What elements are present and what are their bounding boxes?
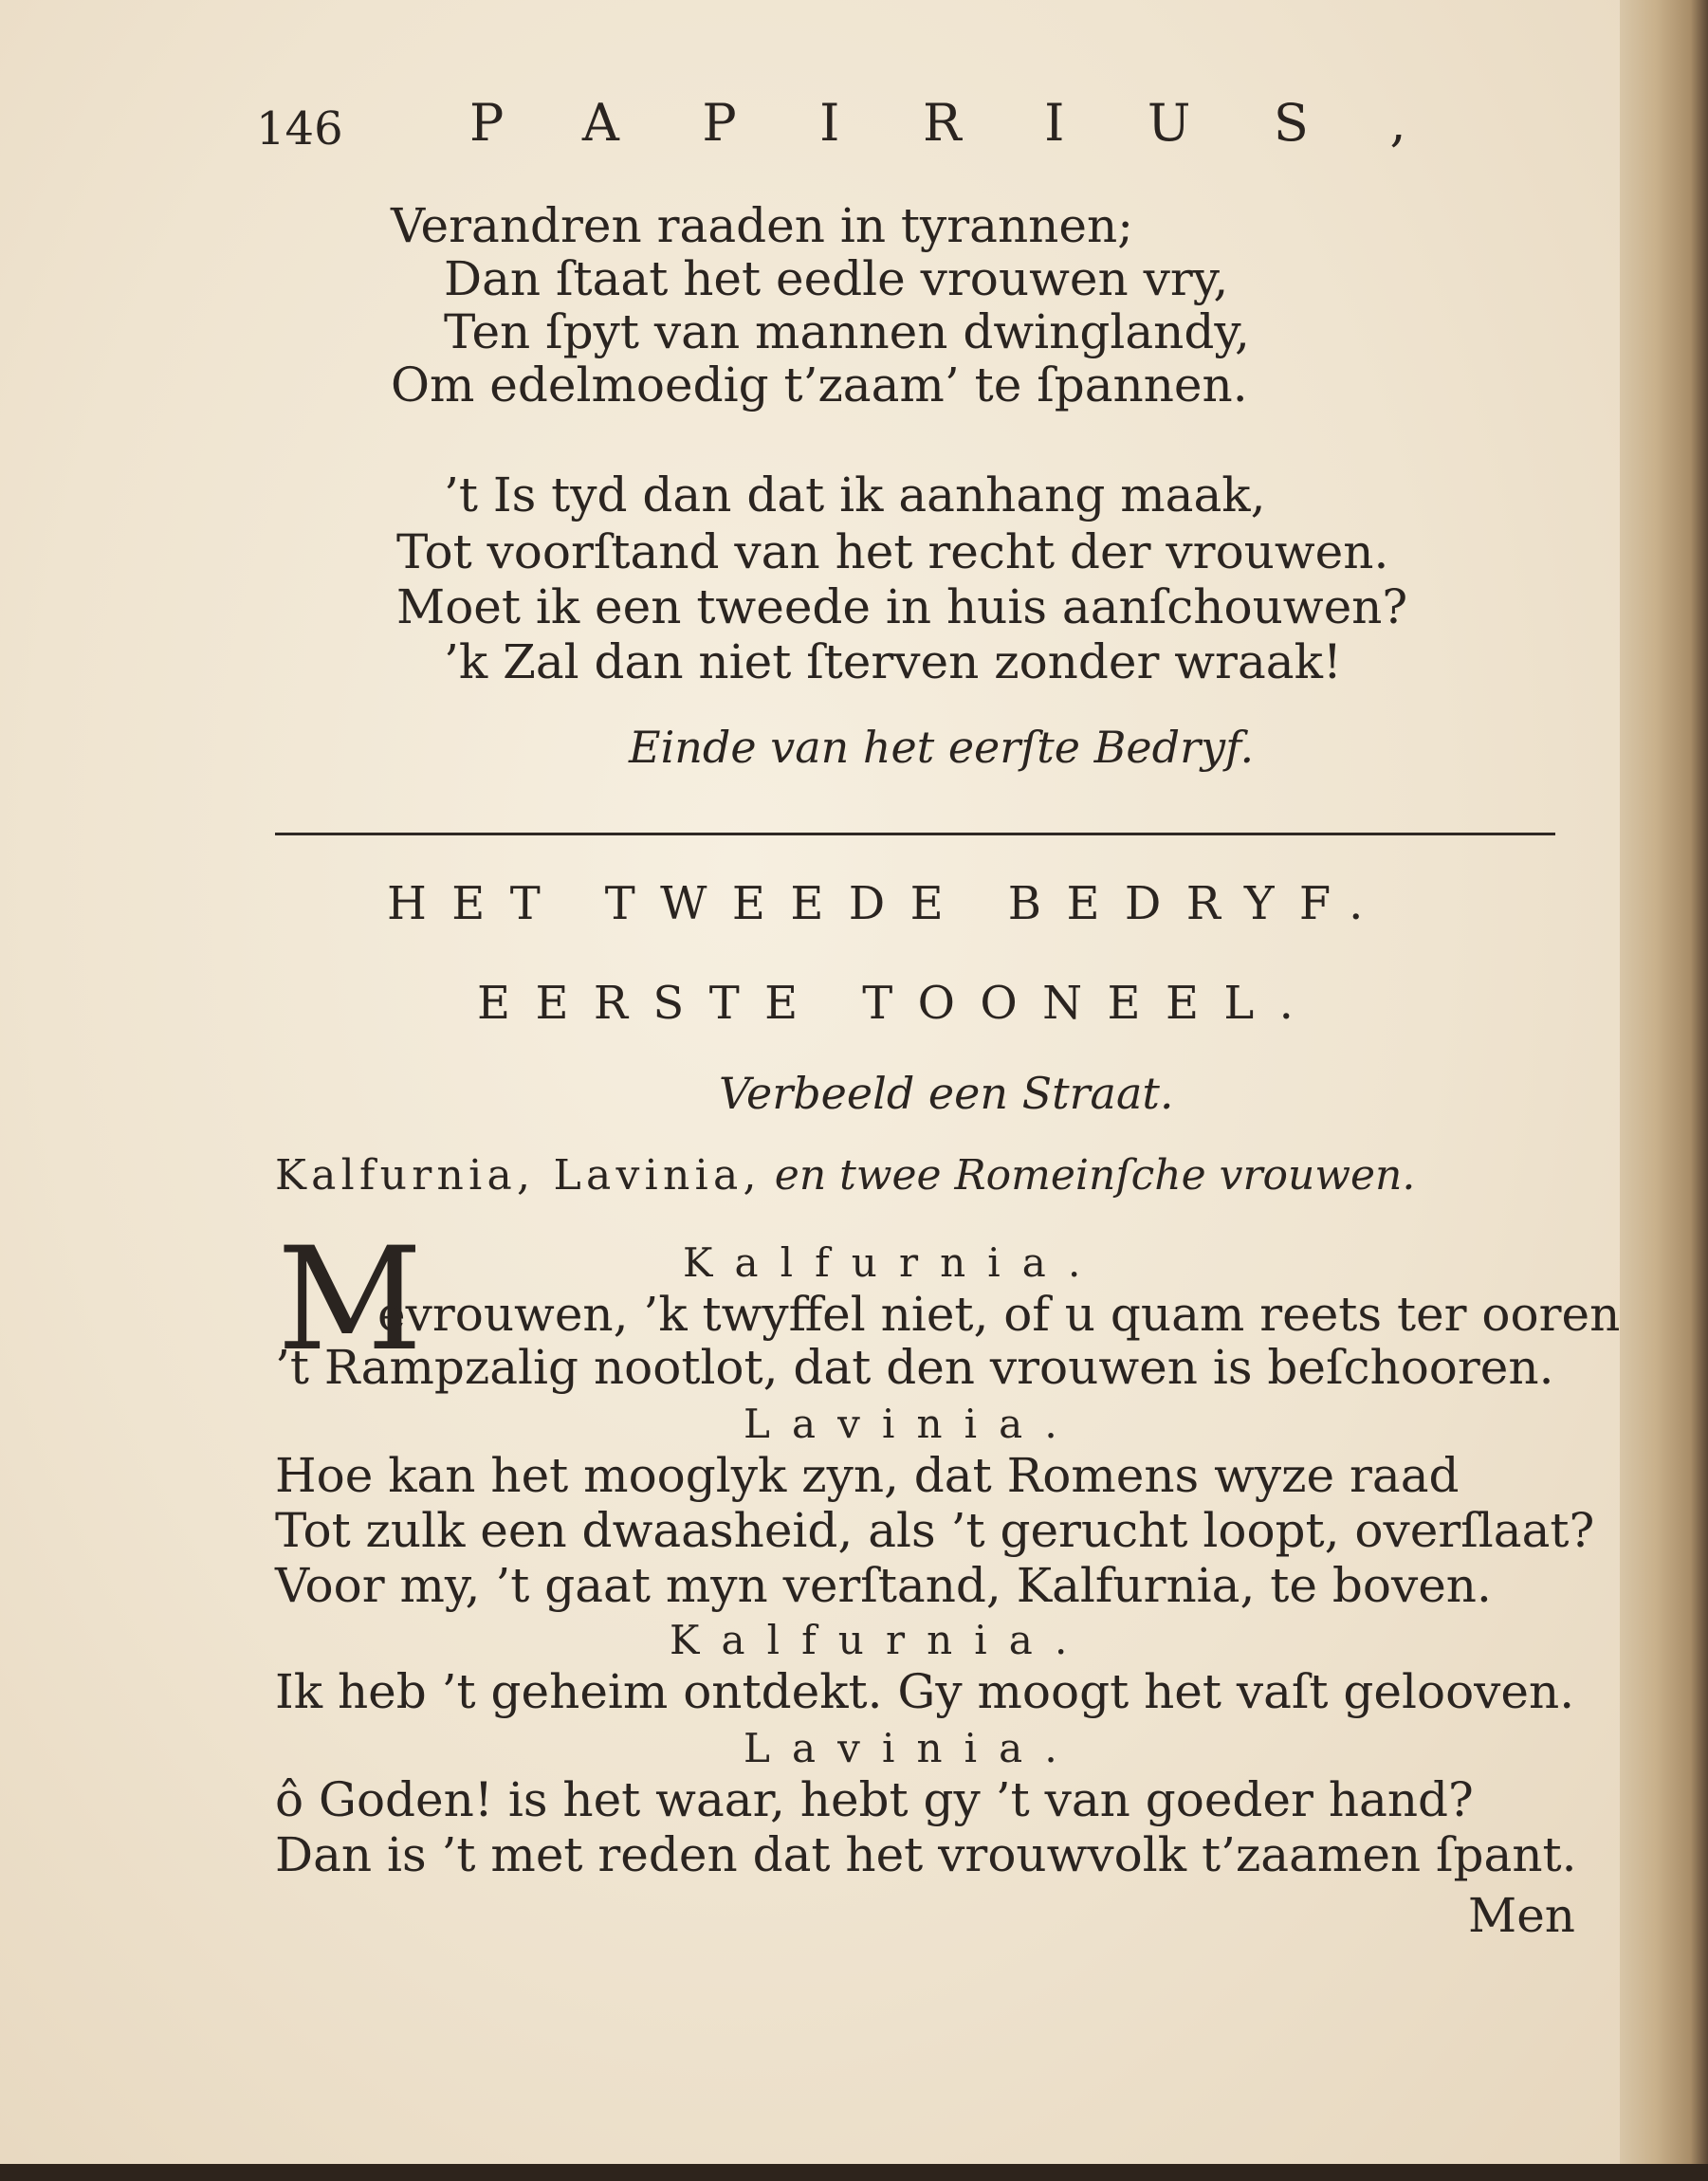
- speaker-name: Lavinia.: [744, 1401, 1079, 1447]
- dialogue-line: evrouwen, ’k twyffel niet, of u quam reets ter ooren: [377, 1287, 1621, 1342]
- dialogue-line: ô Goden! is het waar, hebt gy ’t van goeder hand?: [275, 1772, 1474, 1827]
- dialogue-line: Hoe kan het mooglyk zyn, dat Romens wyze raad: [275, 1448, 1460, 1503]
- scene-title: EERSTE TOONEEL.: [477, 977, 1319, 1030]
- verse-line: ’k Zal dan niet ſterven zonder wraak!: [444, 634, 1342, 689]
- page-gutter: [1620, 0, 1708, 2181]
- setting-direction: Verbeeld een Straat.: [719, 1068, 1174, 1119]
- catchword: Men: [1468, 1888, 1575, 1943]
- verse-line: Verandren raaden in tyrannen;: [391, 198, 1134, 253]
- act-title: HET TWEEDE BEDRYF.: [387, 877, 1388, 930]
- dialogue-line: Ik heb ’t geheim ontdekt. Gy moogt het vaſt gelooven.: [275, 1664, 1575, 1719]
- cast-rest: en twee Romeinſche vrouwen.: [774, 1151, 1416, 1200]
- verse-line: ’t Is tyd dan dat ik aanhang maak,: [444, 467, 1266, 522]
- dialogue-line: Voor my, ’t gaat myn verſtand, Kalfurnia, te boven.: [275, 1558, 1492, 1613]
- verse-line: Moet ik een tweede in huis aanſchouwen?: [396, 579, 1408, 634]
- cast-list: [275, 1149, 1415, 1202]
- section-rule: [275, 833, 1555, 835]
- dialogue-line: ’t Rampzalig nootlot, dat den vrouwen is beſchooren.: [275, 1340, 1554, 1395]
- running-title: PAPIRIUS,: [469, 93, 1490, 153]
- page-bottom-edge: [0, 2164, 1708, 2181]
- speaker-name: Kalfurnia.: [683, 1239, 1103, 1286]
- cast-names: Kalfurnia, Lavinia,: [275, 1151, 762, 1200]
- dialogue-line: Dan is ’t met reden dat het vrouwvolk t’zaamen ſpant.: [275, 1827, 1577, 1882]
- drop-cap: M: [277, 1218, 423, 1383]
- dialogue-line: Tot zulk een dwaasheid, als ’t gerucht loopt, overſlaat?: [275, 1503, 1595, 1558]
- verse-line: Om edelmoedig t’zaam’ te ſpannen.: [391, 357, 1248, 412]
- page-number: 146: [256, 102, 343, 156]
- verse-line: Tot voorſtand van het recht der vrouwen.: [396, 524, 1389, 579]
- speaker-name: Lavinia.: [744, 1725, 1079, 1771]
- verse-line: Dan ſtaat het eedle vrouwen vry,: [444, 251, 1229, 306]
- act-end-note: Einde van het eerſte Bedryf.: [629, 722, 1255, 773]
- speaker-name: Kalfurnia.: [670, 1617, 1090, 1663]
- verse-line: Ten ſpyt van mannen dwinglandy,: [444, 304, 1250, 359]
